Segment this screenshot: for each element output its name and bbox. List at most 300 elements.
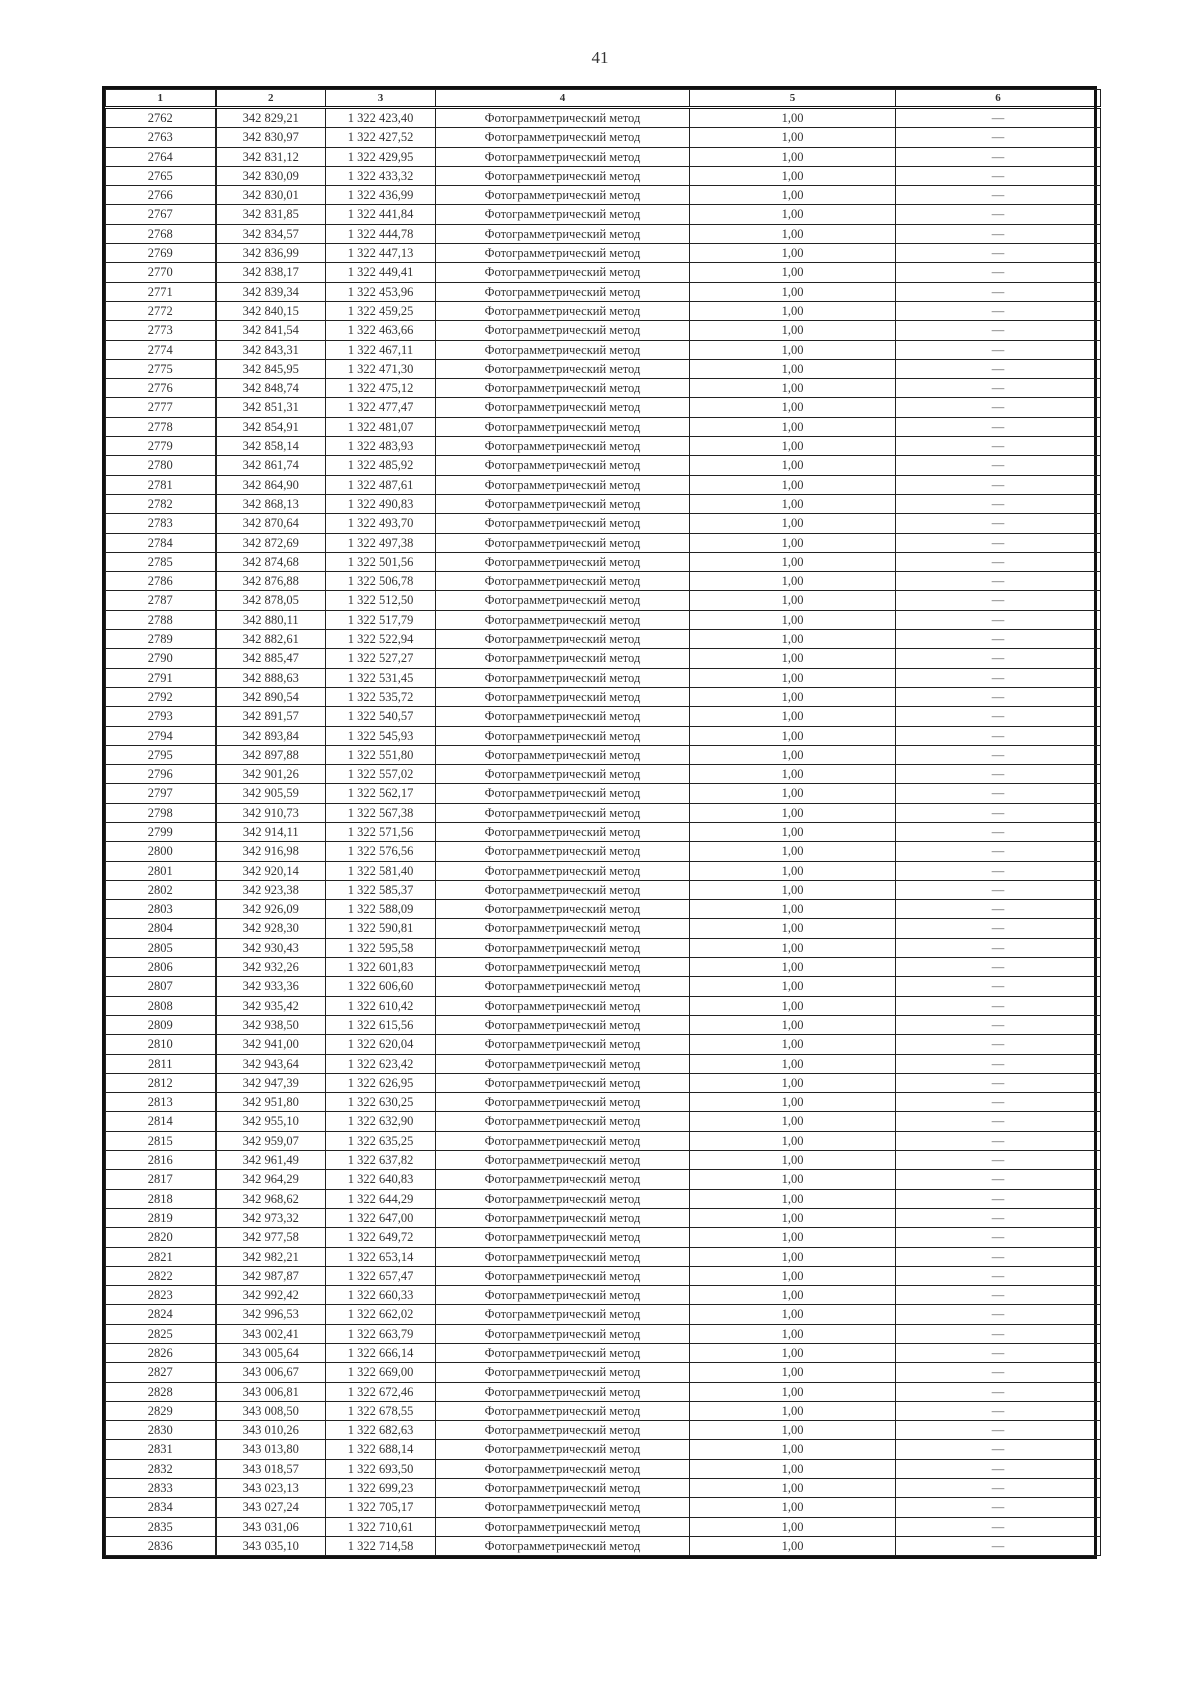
x-coordinate-cell: 342 830,97 — [216, 128, 326, 147]
x-coordinate-cell: 342 968,62 — [216, 1189, 326, 1208]
point-number-cell: 2830 — [106, 1421, 216, 1440]
table-row — [106, 1536, 1101, 1555]
y-coordinate-cell: 1 322 688,14 — [326, 1440, 436, 1459]
y-coordinate-cell: 1 322 487,61 — [326, 475, 436, 494]
table-row — [106, 1189, 1101, 1208]
x-coordinate-cell: 343 027,24 — [216, 1498, 326, 1517]
method-cell: Фотограмметрический метод — [436, 1479, 690, 1498]
method-cell: Фотограмметрический метод — [436, 456, 690, 475]
description-cell: — — [896, 572, 1101, 591]
x-coordinate-cell: 342 861,74 — [216, 456, 326, 475]
x-coordinate-cell: 342 916,98 — [216, 842, 326, 861]
accuracy-cell: 1,00 — [690, 1093, 896, 1112]
point-number-cell: 2833 — [106, 1479, 216, 1498]
table-row — [106, 1054, 1101, 1073]
method-cell: Фотограмметрический метод — [436, 765, 690, 784]
table-row — [106, 1131, 1101, 1150]
description-cell: — — [896, 321, 1101, 340]
method-cell: Фотограмметрический метод — [436, 1286, 690, 1305]
x-coordinate-cell: 342 901,26 — [216, 765, 326, 784]
table-row — [106, 1498, 1101, 1517]
table-row — [106, 765, 1101, 784]
accuracy-cell: 1,00 — [690, 630, 896, 649]
method-cell: Фотограмметрический метод — [436, 1035, 690, 1054]
point-number-cell: 2831 — [106, 1440, 216, 1459]
point-number-cell: 2766 — [106, 186, 216, 205]
method-cell: Фотограмметрический метод — [436, 379, 690, 398]
table-row — [106, 1479, 1101, 1498]
point-number-cell: 2763 — [106, 128, 216, 147]
x-coordinate-cell: 342 829,21 — [216, 108, 326, 128]
description-cell: — — [896, 244, 1101, 263]
accuracy-cell: 1,00 — [690, 437, 896, 456]
table-row — [106, 1247, 1101, 1266]
accuracy-cell: 1,00 — [690, 301, 896, 320]
y-coordinate-cell: 1 322 653,14 — [326, 1247, 436, 1266]
point-number-cell: 2813 — [106, 1093, 216, 1112]
x-coordinate-cell: 342 992,42 — [216, 1286, 326, 1305]
x-coordinate-cell: 342 987,87 — [216, 1266, 326, 1285]
y-coordinate-cell: 1 322 485,92 — [326, 456, 436, 475]
description-cell: — — [896, 1479, 1101, 1498]
point-number-cell: 2793 — [106, 707, 216, 726]
table-row — [106, 224, 1101, 243]
y-coordinate-cell: 1 322 447,13 — [326, 244, 436, 263]
method-cell: Фотограмметрический метод — [436, 1382, 690, 1401]
accuracy-cell: 1,00 — [690, 1073, 896, 1092]
method-cell: Фотограмметрический метод — [436, 687, 690, 706]
method-cell: Фотограмметрический метод — [436, 726, 690, 745]
y-coordinate-cell: 1 322 590,81 — [326, 919, 436, 938]
point-number-cell: 2764 — [106, 147, 216, 166]
table-row — [106, 784, 1101, 803]
accuracy-cell: 1,00 — [690, 687, 896, 706]
x-coordinate-cell: 342 888,63 — [216, 668, 326, 687]
x-coordinate-cell: 343 013,80 — [216, 1440, 326, 1459]
accuracy-cell: 1,00 — [690, 1305, 896, 1324]
description-cell: — — [896, 186, 1101, 205]
description-cell: — — [896, 417, 1101, 436]
y-coordinate-cell: 1 322 506,78 — [326, 572, 436, 591]
table-row — [106, 572, 1101, 591]
accuracy-cell: 1,00 — [690, 224, 896, 243]
y-coordinate-cell: 1 322 576,56 — [326, 842, 436, 861]
y-coordinate-cell: 1 322 540,57 — [326, 707, 436, 726]
method-cell: Фотограмметрический метод — [436, 1459, 690, 1478]
accuracy-cell: 1,00 — [690, 1459, 896, 1478]
x-coordinate-cell: 342 961,49 — [216, 1151, 326, 1170]
description-cell: — — [896, 765, 1101, 784]
y-coordinate-cell: 1 322 635,25 — [326, 1131, 436, 1150]
description-cell: — — [896, 475, 1101, 494]
accuracy-cell: 1,00 — [690, 1498, 896, 1517]
table-row — [106, 1228, 1101, 1247]
accuracy-cell: 1,00 — [690, 1015, 896, 1034]
description-cell: — — [896, 552, 1101, 571]
y-coordinate-cell: 1 322 535,72 — [326, 687, 436, 706]
point-number-cell: 2786 — [106, 572, 216, 591]
accuracy-cell: 1,00 — [690, 1344, 896, 1363]
table-row — [106, 591, 1101, 610]
x-coordinate-cell: 343 023,13 — [216, 1479, 326, 1498]
table-row — [106, 842, 1101, 861]
description-cell: — — [896, 1093, 1101, 1112]
method-cell: Фотограмметрический метод — [436, 1189, 690, 1208]
x-coordinate-cell: 342 955,10 — [216, 1112, 326, 1131]
point-number-cell: 2794 — [106, 726, 216, 745]
method-cell: Фотограмметрический метод — [436, 938, 690, 957]
accuracy-cell: 1,00 — [690, 649, 896, 668]
description-cell: — — [896, 398, 1101, 417]
y-coordinate-cell: 1 322 467,11 — [326, 340, 436, 359]
x-coordinate-cell: 342 905,59 — [216, 784, 326, 803]
method-cell: Фотограмметрический метод — [436, 880, 690, 899]
column-header: 2 — [216, 90, 326, 108]
point-number-cell: 2788 — [106, 610, 216, 629]
description-cell: — — [896, 938, 1101, 957]
description-cell: — — [896, 1228, 1101, 1247]
table-row — [106, 205, 1101, 224]
point-number-cell: 2775 — [106, 359, 216, 378]
description-cell: — — [896, 668, 1101, 687]
x-coordinate-cell: 342 870,64 — [216, 514, 326, 533]
table-row — [106, 880, 1101, 899]
method-cell: Фотограмметрический метод — [436, 1151, 690, 1170]
y-coordinate-cell: 1 322 630,25 — [326, 1093, 436, 1112]
description-cell: — — [896, 610, 1101, 629]
description-cell: — — [896, 147, 1101, 166]
method-cell: Фотограмметрический метод — [436, 1421, 690, 1440]
x-coordinate-cell: 342 943,64 — [216, 1054, 326, 1073]
accuracy-cell: 1,00 — [690, 398, 896, 417]
table-row — [106, 321, 1101, 340]
point-number-cell: 2778 — [106, 417, 216, 436]
description-cell: — — [896, 1151, 1101, 1170]
table-row — [106, 340, 1101, 359]
method-cell: Фотограмметрический метод — [436, 996, 690, 1015]
accuracy-cell: 1,00 — [690, 919, 896, 938]
description-cell: — — [896, 379, 1101, 398]
accuracy-cell: 1,00 — [690, 1286, 896, 1305]
x-coordinate-cell: 342 854,91 — [216, 417, 326, 436]
column-header: 1 — [106, 90, 216, 108]
table-row — [106, 996, 1101, 1015]
accuracy-cell: 1,00 — [690, 147, 896, 166]
y-coordinate-cell: 1 322 623,42 — [326, 1054, 436, 1073]
y-coordinate-cell: 1 322 493,70 — [326, 514, 436, 533]
method-cell: Фотограмметрический метод — [436, 205, 690, 224]
point-number-cell: 2804 — [106, 919, 216, 938]
x-coordinate-cell: 342 839,34 — [216, 282, 326, 301]
table-row — [106, 475, 1101, 494]
x-coordinate-cell: 342 890,54 — [216, 687, 326, 706]
x-coordinate-cell: 342 897,88 — [216, 745, 326, 764]
table-row — [106, 379, 1101, 398]
description-cell: — — [896, 687, 1101, 706]
x-coordinate-cell: 343 008,50 — [216, 1401, 326, 1420]
y-coordinate-cell: 1 322 517,79 — [326, 610, 436, 629]
table-row — [106, 649, 1101, 668]
accuracy-cell: 1,00 — [690, 707, 896, 726]
description-cell: — — [896, 1286, 1101, 1305]
accuracy-cell: 1,00 — [690, 475, 896, 494]
table-row — [106, 687, 1101, 706]
x-coordinate-cell: 342 935,42 — [216, 996, 326, 1015]
method-cell: Фотограмметрический метод — [436, 610, 690, 629]
y-coordinate-cell: 1 322 449,41 — [326, 263, 436, 282]
table-row — [106, 437, 1101, 456]
y-coordinate-cell: 1 322 610,42 — [326, 996, 436, 1015]
method-cell: Фотограмметрический метод — [436, 861, 690, 880]
description-cell: — — [896, 1498, 1101, 1517]
accuracy-cell: 1,00 — [690, 128, 896, 147]
table-row — [106, 1073, 1101, 1092]
x-coordinate-cell: 343 035,10 — [216, 1536, 326, 1555]
method-cell: Фотограмметрический метод — [436, 977, 690, 996]
method-cell: Фотограмметрический метод — [436, 244, 690, 263]
accuracy-cell: 1,00 — [690, 880, 896, 899]
accuracy-cell: 1,00 — [690, 552, 896, 571]
point-number-cell: 2832 — [106, 1459, 216, 1478]
method-cell: Фотограмметрический метод — [436, 340, 690, 359]
point-number-cell: 2769 — [106, 244, 216, 263]
y-coordinate-cell: 1 322 699,23 — [326, 1479, 436, 1498]
table-row — [106, 1112, 1101, 1131]
y-coordinate-cell: 1 322 475,12 — [326, 379, 436, 398]
accuracy-cell: 1,00 — [690, 533, 896, 552]
point-number-cell: 2811 — [106, 1054, 216, 1073]
accuracy-cell: 1,00 — [690, 321, 896, 340]
point-number-cell: 2765 — [106, 166, 216, 185]
accuracy-cell: 1,00 — [690, 282, 896, 301]
table-row — [106, 186, 1101, 205]
table-row — [106, 1305, 1101, 1324]
y-coordinate-cell: 1 322 588,09 — [326, 900, 436, 919]
y-coordinate-cell: 1 322 522,94 — [326, 630, 436, 649]
y-coordinate-cell: 1 322 663,79 — [326, 1324, 436, 1343]
table-row — [106, 1401, 1101, 1420]
y-coordinate-cell: 1 322 606,60 — [326, 977, 436, 996]
description-cell: — — [896, 282, 1101, 301]
y-coordinate-cell: 1 322 497,38 — [326, 533, 436, 552]
y-coordinate-cell: 1 322 501,56 — [326, 552, 436, 571]
table-row — [106, 822, 1101, 841]
description-cell: — — [896, 649, 1101, 668]
table-row — [106, 707, 1101, 726]
table-row — [106, 958, 1101, 977]
table-row — [106, 938, 1101, 957]
accuracy-cell: 1,00 — [690, 1228, 896, 1247]
x-coordinate-cell: 342 848,74 — [216, 379, 326, 398]
column-header: 6 — [896, 90, 1101, 108]
description-cell: — — [896, 1421, 1101, 1440]
description-cell: — — [896, 1015, 1101, 1034]
method-cell: Фотограмметрический метод — [436, 224, 690, 243]
point-number-cell: 2821 — [106, 1247, 216, 1266]
accuracy-cell: 1,00 — [690, 514, 896, 533]
y-coordinate-cell: 1 322 620,04 — [326, 1035, 436, 1054]
x-coordinate-cell: 342 891,57 — [216, 707, 326, 726]
point-number-cell: 2773 — [106, 321, 216, 340]
y-coordinate-cell: 1 322 669,00 — [326, 1363, 436, 1382]
accuracy-cell: 1,00 — [690, 456, 896, 475]
table-row — [106, 610, 1101, 629]
table-row — [106, 1421, 1101, 1440]
description-cell: — — [896, 1035, 1101, 1054]
accuracy-cell: 1,00 — [690, 263, 896, 282]
point-number-cell: 2822 — [106, 1266, 216, 1285]
description-cell: — — [896, 996, 1101, 1015]
point-number-cell: 2817 — [106, 1170, 216, 1189]
method-cell: Фотограмметрический метод — [436, 1112, 690, 1131]
x-coordinate-cell: 342 843,31 — [216, 340, 326, 359]
table-row — [106, 147, 1101, 166]
y-coordinate-cell: 1 322 601,83 — [326, 958, 436, 977]
y-coordinate-cell: 1 322 562,17 — [326, 784, 436, 803]
y-coordinate-cell: 1 322 459,25 — [326, 301, 436, 320]
table-row — [106, 1382, 1101, 1401]
x-coordinate-cell: 342 885,47 — [216, 649, 326, 668]
description-cell: — — [896, 1440, 1101, 1459]
x-coordinate-cell: 343 031,06 — [216, 1517, 326, 1536]
point-number-cell: 2810 — [106, 1035, 216, 1054]
method-cell: Фотограмметрический метод — [436, 1517, 690, 1536]
description-cell: — — [896, 437, 1101, 456]
method-cell: Фотограмметрический метод — [436, 1054, 690, 1073]
table-row — [106, 861, 1101, 880]
method-cell: Фотограмметрический метод — [436, 1344, 690, 1363]
description-cell: — — [896, 224, 1101, 243]
table-row — [106, 1151, 1101, 1170]
method-cell: Фотограмметрический метод — [436, 437, 690, 456]
accuracy-cell: 1,00 — [690, 765, 896, 784]
x-coordinate-cell: 342 880,11 — [216, 610, 326, 629]
method-cell: Фотограмметрический метод — [436, 822, 690, 841]
description-cell: — — [896, 1112, 1101, 1131]
table-row — [106, 1440, 1101, 1459]
accuracy-cell: 1,00 — [690, 803, 896, 822]
y-coordinate-cell: 1 322 423,40 — [326, 108, 436, 128]
x-coordinate-cell: 342 876,88 — [216, 572, 326, 591]
description-cell: — — [896, 514, 1101, 533]
x-coordinate-cell: 342 947,39 — [216, 1073, 326, 1092]
x-coordinate-cell: 342 910,73 — [216, 803, 326, 822]
accuracy-cell: 1,00 — [690, 977, 896, 996]
x-coordinate-cell: 342 830,09 — [216, 166, 326, 185]
point-number-cell: 2796 — [106, 765, 216, 784]
y-coordinate-cell: 1 322 571,56 — [326, 822, 436, 841]
x-coordinate-cell: 342 964,29 — [216, 1170, 326, 1189]
table-row — [106, 1170, 1101, 1189]
x-coordinate-cell: 342 845,95 — [216, 359, 326, 378]
method-cell: Фотограмметрический метод — [436, 1536, 690, 1555]
y-coordinate-cell: 1 322 693,50 — [326, 1459, 436, 1478]
method-cell: Фотограмметрический метод — [436, 958, 690, 977]
table-row — [106, 263, 1101, 282]
table-row — [106, 166, 1101, 185]
method-cell: Фотограмметрический метод — [436, 1247, 690, 1266]
y-coordinate-cell: 1 322 678,55 — [326, 1401, 436, 1420]
method-cell: Фотограмметрический метод — [436, 533, 690, 552]
y-coordinate-cell: 1 322 531,45 — [326, 668, 436, 687]
method-cell: Фотограмметрический метод — [436, 1093, 690, 1112]
table-row — [106, 1517, 1101, 1536]
accuracy-cell: 1,00 — [690, 842, 896, 861]
table-row — [106, 456, 1101, 475]
x-coordinate-cell: 342 830,01 — [216, 186, 326, 205]
description-cell: — — [896, 1247, 1101, 1266]
x-coordinate-cell: 343 002,41 — [216, 1324, 326, 1343]
x-coordinate-cell: 342 951,80 — [216, 1093, 326, 1112]
x-coordinate-cell: 342 831,85 — [216, 205, 326, 224]
point-number-cell: 2772 — [106, 301, 216, 320]
y-coordinate-cell: 1 322 615,56 — [326, 1015, 436, 1034]
x-coordinate-cell: 342 874,68 — [216, 552, 326, 571]
accuracy-cell: 1,00 — [690, 205, 896, 224]
x-coordinate-cell: 342 977,58 — [216, 1228, 326, 1247]
point-number-cell: 2797 — [106, 784, 216, 803]
x-coordinate-cell: 342 834,57 — [216, 224, 326, 243]
y-coordinate-cell: 1 322 471,30 — [326, 359, 436, 378]
description-cell: — — [896, 1459, 1101, 1478]
accuracy-cell: 1,00 — [690, 1151, 896, 1170]
accuracy-cell: 1,00 — [690, 1479, 896, 1498]
description-cell: — — [896, 1536, 1101, 1555]
method-cell: Фотограмметрический метод — [436, 1324, 690, 1343]
method-cell: Фотограмметрический метод — [436, 147, 690, 166]
point-number-cell: 2819 — [106, 1208, 216, 1227]
accuracy-cell: 1,00 — [690, 379, 896, 398]
method-cell: Фотограмметрический метод — [436, 514, 690, 533]
table-header-row — [106, 90, 1101, 108]
table-row — [106, 514, 1101, 533]
table-row — [106, 108, 1101, 128]
description-cell: — — [896, 1131, 1101, 1150]
y-coordinate-cell: 1 322 644,29 — [326, 1189, 436, 1208]
accuracy-cell: 1,00 — [690, 668, 896, 687]
accuracy-cell: 1,00 — [690, 1054, 896, 1073]
y-coordinate-cell: 1 322 581,40 — [326, 861, 436, 880]
accuracy-cell: 1,00 — [690, 784, 896, 803]
description-cell: — — [896, 1305, 1101, 1324]
accuracy-cell: 1,00 — [690, 1131, 896, 1150]
description-cell: — — [896, 533, 1101, 552]
description-cell: — — [896, 591, 1101, 610]
method-cell: Фотограмметрический метод — [436, 263, 690, 282]
x-coordinate-cell: 342 914,11 — [216, 822, 326, 841]
point-number-cell: 2782 — [106, 494, 216, 513]
method-cell: Фотограмметрический метод — [436, 321, 690, 340]
point-number-cell: 2816 — [106, 1151, 216, 1170]
y-coordinate-cell: 1 322 427,52 — [326, 128, 436, 147]
description-cell: — — [896, 630, 1101, 649]
method-cell: Фотограмметрический метод — [436, 842, 690, 861]
point-number-cell: 2774 — [106, 340, 216, 359]
description-cell: — — [896, 784, 1101, 803]
method-cell: Фотограмметрический метод — [436, 1015, 690, 1034]
method-cell: Фотограмметрический метод — [436, 166, 690, 185]
accuracy-cell: 1,00 — [690, 861, 896, 880]
description-cell: — — [896, 340, 1101, 359]
accuracy-cell: 1,00 — [690, 1189, 896, 1208]
table-row — [106, 900, 1101, 919]
table-row — [106, 1208, 1101, 1227]
y-coordinate-cell: 1 322 705,17 — [326, 1498, 436, 1517]
point-number-cell: 2801 — [106, 861, 216, 880]
method-cell: Фотограмметрический метод — [436, 1305, 690, 1324]
x-coordinate-cell: 342 868,13 — [216, 494, 326, 513]
point-number-cell: 2812 — [106, 1073, 216, 1092]
